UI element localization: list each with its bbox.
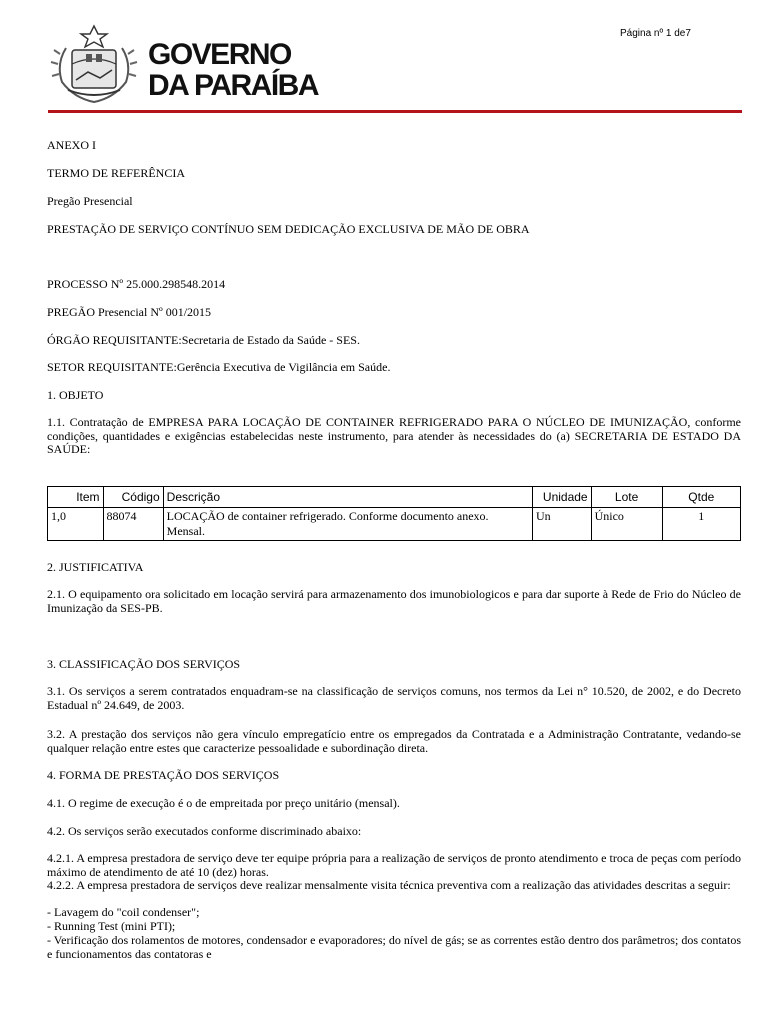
- cell-code: 88074: [103, 508, 163, 541]
- section-1-1: 1.1. Contratação de EMPRESA PARA LOCAÇÃO DE CONTAINER REFRIGERADO PARA O NÚCLEO DE IMUNIZAÇÃO, conforme condições, quantidades e exigências estabelecidas neste instrumento, para atender às necessidades do (a) SECRETARIA DE ESTADO DA SAÚDE:: [47, 415, 741, 456]
- section-4-2-2: 4.2.2. A empresa prestadora de serviços deve realizar mensalmente visita técnica preventiva com a realização das atividades descritas a seguir:: [47, 878, 731, 892]
- requesting-organ: ÓRGÃO REQUISITANTE:Secretaria de Estado da Saúde - SES.: [47, 333, 360, 347]
- items-table: [47, 486, 741, 541]
- section-4-2: 4.2. Os serviços serão executados conforme discriminado abaixo:: [47, 824, 362, 838]
- section-1-title: 1. OBJETO: [47, 388, 104, 402]
- section-3-1: 3.1. Os serviços a serem contratados enquadram-se na classificação de serviços comuns, nos termos da Lei n° 10.520, de 2002, e do Decreto Estadual nº 24.649, de 2003.: [47, 684, 741, 712]
- col-header-item: Item: [48, 487, 104, 508]
- col-header-qty: Qtde: [662, 487, 740, 508]
- service-type: PRESTAÇÃO DE SERVIÇO CONTÍNUO SEM DEDICAÇÃO EXCLUSIVA DE MÃO DE OBRA: [47, 222, 530, 236]
- header-divider: [48, 110, 742, 113]
- section-3-2: 3.2. A prestação dos serviços não gera vínculo empregatício entre os empregados da Contratada e a Administração Contratante, vedando-se qualquer relação entre estes que caracterize pessoalidade e subordinação direta.: [47, 727, 741, 755]
- cell-item: 1,0: [48, 508, 104, 541]
- cell-unit: Un: [533, 508, 592, 541]
- section-2-title: 2. JUSTIFICATIVA: [47, 560, 144, 574]
- cell-description: LOCAÇÃO de container refrigerado. Conforme documento anexo. Mensal.: [163, 508, 532, 541]
- col-header-unit: Unidade: [533, 487, 592, 508]
- modality: Pregão Presencial: [47, 194, 133, 208]
- table-row: [48, 508, 741, 541]
- list-item: - Lavagem do "coil condenser";: [47, 905, 200, 919]
- pregao-number: PREGÃO Presencial Nº 001/2015: [47, 305, 212, 319]
- section-4-title: 4. FORMA DE PRESTAÇÃO DOS SERVIÇOS: [47, 768, 280, 782]
- list-item: - Verificação dos rolamentos de motores, condensador e evaporadores; do nível de gás; se as correntes estão dentro dos parâmetros; dos contatos e funcionamentos das contatoras e: [47, 933, 741, 961]
- process-number: PROCESSO Nº 25.000.298548.2014: [47, 277, 226, 291]
- cell-lot: Único: [591, 508, 662, 541]
- annex-title: ANEXO I: [47, 138, 96, 152]
- requesting-sector: SETOR REQUISITANTE:Gerência Executiva de Vigilância em Saúde.: [47, 360, 391, 374]
- coat-of-arms-icon: [48, 24, 140, 106]
- list-item: - Running Test (mini PTI);: [47, 919, 176, 933]
- logo-title-line1: GOVERNO: [148, 38, 291, 71]
- logo-title-line2: DA PARAÍBA: [148, 69, 318, 102]
- term-title: TERMO DE REFERÊNCIA: [47, 166, 185, 180]
- table-header-row: [48, 487, 741, 508]
- col-header-code: Código: [103, 487, 163, 508]
- section-4-1: 4.1. O regime de execução é o de empreitada por preço unitário (mensal).: [47, 796, 400, 810]
- cell-qty: 1: [662, 508, 740, 541]
- page-number: Página nº 1 de7: [620, 28, 691, 39]
- section-4-2-1: 4.2.1. A empresa prestadora de serviço deve ter equipe própria para a realização de serviços de pronto atendimento e troca de peças com período máximo de atendimento de até 10 (dez) horas.: [47, 851, 741, 879]
- section-2-1: 2.1. O equipamento ora solicitado em locação servirá para armazenamento dos imunobiologicos e para dar suporte à Rede de Frio do Núcleo de Imunização da SES-PB.: [47, 587, 741, 615]
- col-header-lot: Lote: [591, 487, 662, 508]
- section-3-title: 3. CLASSIFICAÇÃO DOS SERVIÇOS: [47, 657, 241, 671]
- col-header-description: Descrição: [163, 487, 532, 508]
